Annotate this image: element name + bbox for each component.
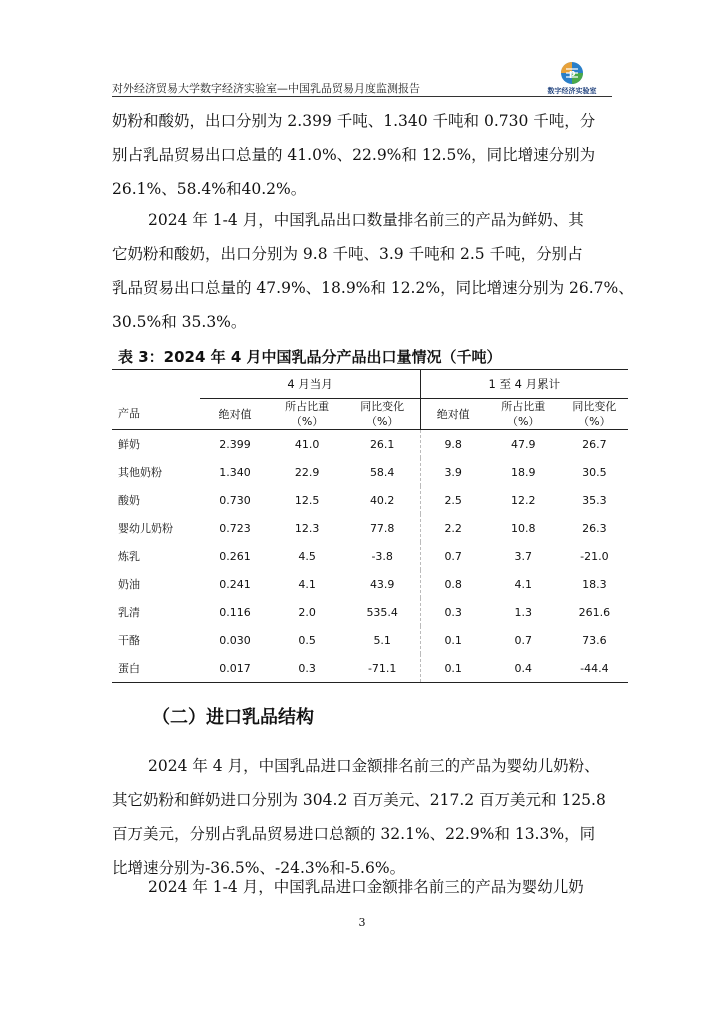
value-cell: 22.9 (294, 465, 320, 479)
value-cell: 35.3 (582, 493, 607, 507)
value-cell: 3.9 (420, 458, 485, 486)
text-line: 百万美元，分别占乳品贸易进口总额的 32.1%、22.9%和 13.3%，同 (112, 825, 596, 843)
text-line: 它奶粉和酸奶，出口分别为 9.8 千吨、3.9 千吨和 2.5 千吨，分别占 (112, 245, 583, 263)
product-name-cell: 其他奶粉 (118, 466, 162, 479)
col-share-cum (486, 399, 561, 430)
col-pct-label: （%） (506, 415, 540, 428)
value-cell: 47.9 (510, 437, 536, 451)
table-row (112, 626, 628, 654)
product-name-cell: 奶油 (118, 578, 140, 591)
value-cell: 0.261 (219, 549, 251, 563)
value-cell: 73.6 (582, 633, 607, 647)
text-line: 比增速分别为-36.5%、-24.3%和-5.6%。 (112, 859, 406, 877)
table-title: 表 3：2024 年 4 月中国乳品分产品出口量情况（千吨） (118, 348, 502, 366)
value-cell: 58.4 (369, 465, 395, 479)
value-cell: 0.7 (514, 633, 532, 647)
table-row (112, 570, 628, 598)
empty-cell (112, 370, 200, 399)
value-cell: 0.5 (298, 633, 316, 647)
value-cell: 4.5 (298, 549, 316, 563)
value-cell: 0.3 (420, 598, 485, 626)
value-cell: 40.2 (369, 493, 395, 507)
value-cell: 9.8 (420, 430, 485, 459)
value-cell: 0.7 (420, 542, 485, 570)
value-cell: 0.241 (219, 577, 251, 591)
value-cell: 4.1 (298, 577, 316, 591)
lab-logo (537, 60, 607, 96)
group-cumulative-header: 1 至 4 月累计 (420, 370, 628, 399)
text-line: 2024 年 1-4 月，中国乳品出口数量排名前三的产品为鲜奶、其 (148, 211, 584, 229)
export-table (112, 369, 628, 683)
col-yoy-label: 同比变化 (572, 400, 617, 413)
paragraph-export-cumulative (112, 203, 634, 339)
logo-caption: 数字经济实验室 (547, 87, 597, 95)
table-row (112, 654, 628, 683)
value-cell: 0.116 (219, 605, 251, 619)
value-cell: 0.017 (200, 654, 269, 683)
col-yoy-month (345, 399, 421, 430)
table-group-header (112, 370, 628, 399)
value-cell: 0.8 (420, 570, 485, 598)
col-yoy-cum (561, 399, 628, 430)
value-cell: -3.8 (371, 549, 393, 563)
value-cell: -44.4 (561, 654, 628, 683)
value-cell: 0.1 (420, 654, 485, 683)
paragraph-export-month (112, 104, 612, 206)
col-product: 产品 (112, 399, 200, 430)
value-cell: 30.5 (582, 465, 607, 479)
col-share-label: 所占比重 (285, 400, 330, 413)
col-yoy-label: 同比变化 (360, 400, 405, 413)
value-cell: 26.7 (582, 437, 607, 451)
col-pct-label: （%） (365, 415, 399, 428)
text-line: 乳品贸易出口总量的 47.9%、18.9%和 12.2%，同比增速分别为 26.7%、 (112, 279, 634, 297)
col-pct-label: （%） (578, 415, 611, 428)
value-cell: 0.1 (420, 626, 485, 654)
value-cell: 3.7 (514, 549, 532, 563)
value-cell: 1.340 (219, 465, 251, 479)
value-cell: 535.4 (366, 605, 398, 619)
table-row (112, 486, 628, 514)
value-cell: 18.3 (582, 577, 607, 591)
value-cell: 26.3 (582, 521, 607, 535)
col-share-label: 所占比重 (501, 400, 546, 413)
value-cell: 2.2 (420, 514, 485, 542)
value-cell: 77.8 (369, 521, 395, 535)
table-row (112, 458, 628, 486)
product-name-cell: 蛋白 (112, 654, 200, 683)
product-name-cell: 乳清 (118, 606, 140, 619)
page-number: 3 (358, 916, 366, 929)
table-row (112, 542, 628, 570)
value-cell: 26.1 (369, 437, 395, 451)
section-heading: （二）进口乳品结构 (152, 707, 314, 728)
col-share-month (270, 399, 345, 430)
text-line: 30.5%和 35.3%。 (112, 313, 247, 331)
paragraph-import-month (112, 749, 612, 885)
text-line: 奶粉和酸奶，出口分别为 2.399 千吨、1.340 千吨和 0.730 千吨，分 (112, 112, 596, 130)
text-line: 26.1%、58.4%和40.2%。 (112, 180, 307, 198)
value-cell: 0.4 (486, 654, 561, 683)
value-cell: 2.5 (420, 486, 485, 514)
text-line: 2024 年 1-4 月，中国乳品进口金额排名前三的产品为婴幼儿奶 (148, 878, 584, 896)
value-cell: -71.1 (345, 654, 421, 683)
product-name-cell: 炼乳 (118, 550, 140, 563)
group-month-header: 4 月当月 (200, 370, 420, 399)
value-cell: 5.1 (373, 633, 391, 647)
header-title: 对外经济贸易大学数字经济实验室—中国乳品贸易月度监测报告 (112, 82, 420, 95)
table-row (112, 514, 628, 542)
value-cell: 0.730 (219, 493, 251, 507)
col-abs-month: 绝对值 (200, 399, 269, 430)
product-name-cell: 酸奶 (118, 494, 140, 507)
table-row (112, 598, 628, 626)
col-abs-cum: 绝对值 (420, 399, 485, 430)
product-name-cell: 婴幼儿奶粉 (118, 522, 173, 535)
page-header (112, 60, 612, 96)
value-cell: 261.6 (578, 605, 611, 619)
table-row (112, 430, 628, 459)
text-line: 别占乳品贸易出口总量的 41.0%、22.9%和 12.5%，同比增速分别为 (112, 146, 596, 164)
value-cell: 41.0 (294, 437, 320, 451)
product-name-cell: 鲜奶 (118, 438, 140, 451)
value-cell: 4.1 (514, 577, 532, 591)
value-cell: 10.8 (510, 521, 536, 535)
globe-icon (537, 60, 607, 88)
value-cell: 0.030 (219, 633, 251, 647)
value-cell: 2.399 (219, 437, 251, 451)
value-cell: 2.0 (298, 605, 316, 619)
value-cell: -21.0 (580, 549, 609, 563)
value-cell: 43.9 (369, 577, 395, 591)
value-cell: 0.3 (270, 654, 345, 683)
header-rule (112, 96, 612, 97)
value-cell: 1.3 (514, 605, 532, 619)
value-cell: 12.3 (294, 521, 320, 535)
table-column-header (112, 399, 628, 430)
text-line: 2024 年 4 月，中国乳品进口金额排名前三的产品为婴幼儿奶粉、 (148, 757, 600, 775)
value-cell: 18.9 (510, 465, 536, 479)
col-pct-label: （%） (290, 415, 324, 428)
value-cell: 12.2 (510, 493, 536, 507)
text-line: 其它奶粉和鲜奶进口分别为 304.2 百万美元、217.2 百万美元和 125.8 (112, 791, 606, 809)
value-cell: 0.723 (219, 521, 251, 535)
value-cell: 12.5 (294, 493, 320, 507)
product-name-cell: 干酪 (118, 634, 140, 647)
paragraph-import-cumulative (112, 870, 612, 904)
svg-text:p: p (569, 69, 576, 79)
